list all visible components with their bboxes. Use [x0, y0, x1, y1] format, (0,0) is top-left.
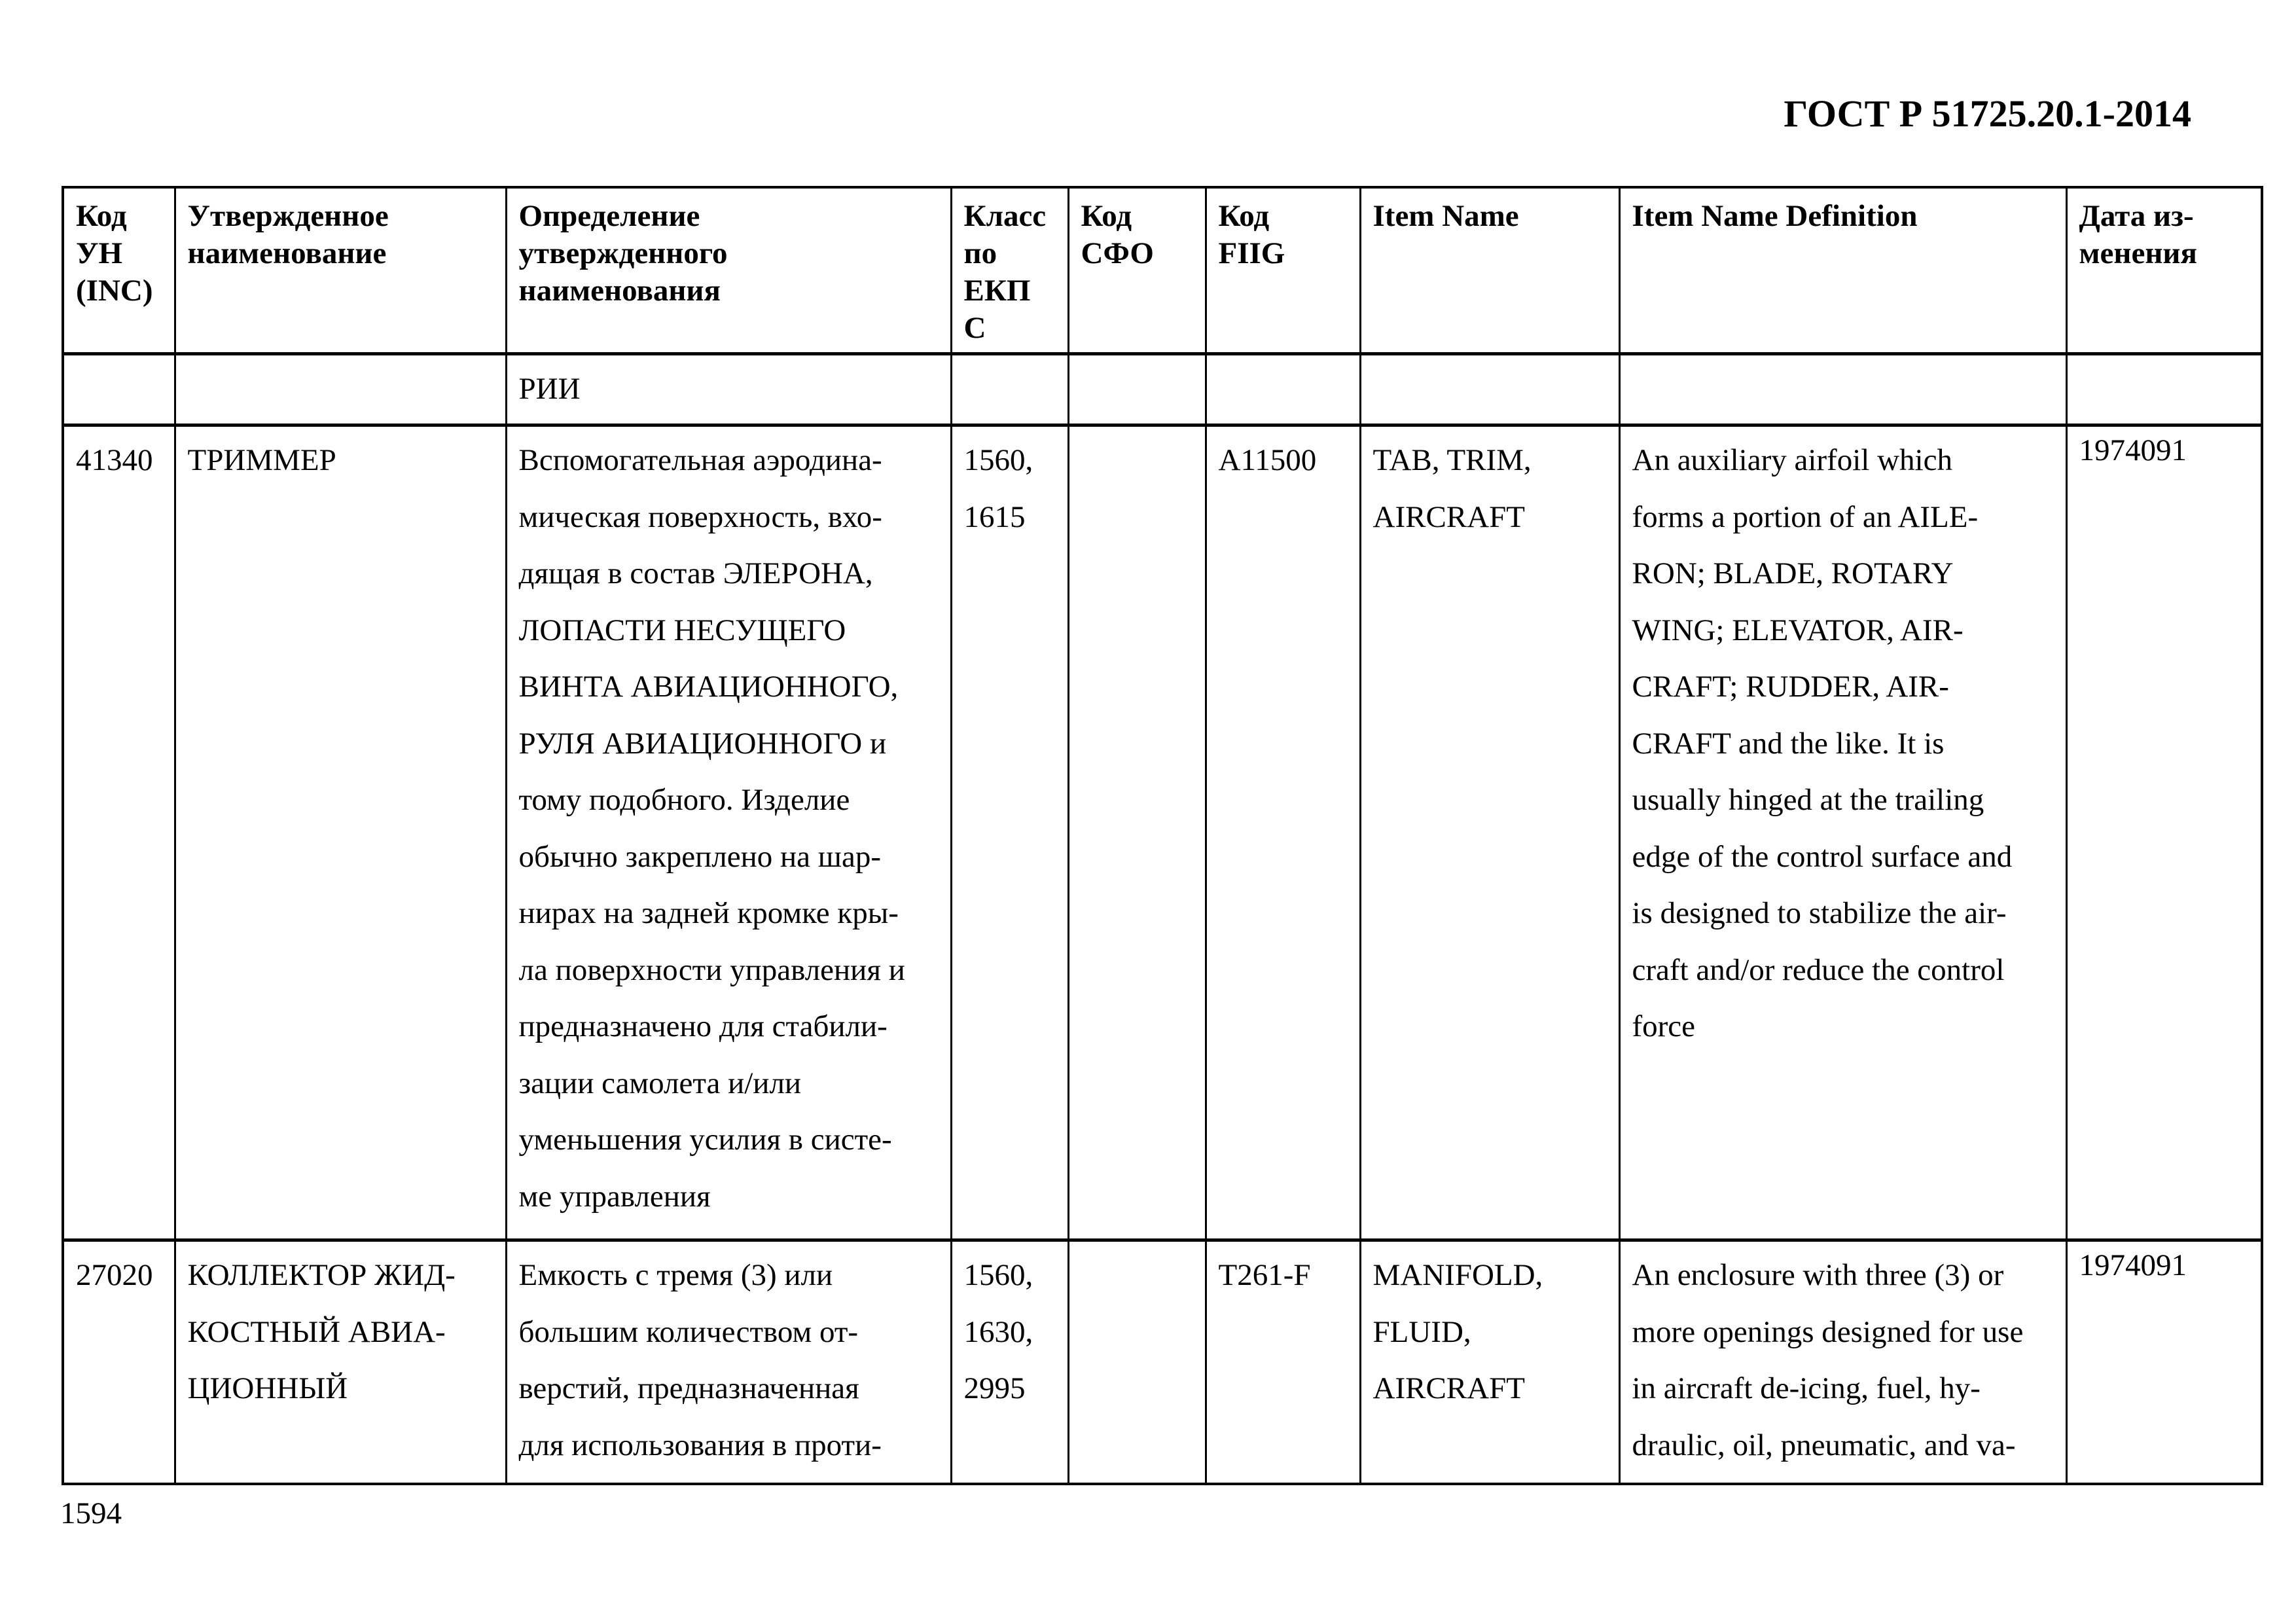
cell-item-name	[1360, 354, 1619, 425]
cell-definition: Емкость с тремя (3) или большим количеством от- верстий, предназначенная для использования в проти-	[506, 1240, 951, 1485]
page-number: 1594	[60, 1496, 122, 1530]
col-header-sfo: Код СФО	[1068, 187, 1206, 354]
table-header-row	[63, 187, 2262, 354]
cell-date: 1974091	[2066, 425, 2262, 1240]
cell-item-definition: An auxiliary airfoil which forms a portion of an AILE- RON; BLADE, ROTARY WING; ELEVATOR, AIR- CRAFT; RUDDER, AIR- CRAFT and the like. It is usually hinged at the trailing edge of the control surface and is designed to stabilize the air- craft and/or reduce the control force	[1619, 425, 2066, 1240]
cell-date: 1974091	[2066, 1240, 2262, 1485]
table-row	[63, 354, 2262, 425]
cell-item-name: MANIFOLD, FLUID, AIRCRAFT	[1360, 1240, 1619, 1485]
col-header-item-definition: Item Name Definition	[1619, 187, 2066, 354]
cell-sfo	[1068, 354, 1206, 425]
catalog-table	[62, 186, 2263, 1485]
cell-name	[175, 354, 506, 425]
cell-inc	[63, 354, 175, 425]
cell-fiig	[1206, 354, 1360, 425]
cell-definition: РИИ	[506, 354, 951, 425]
table-row	[63, 425, 2262, 1240]
cell-item-definition: An enclosure with three (3) or more openings designed for use in aircraft de-icing, fuel, hy- draulic, oil, pneumatic, and va-	[1619, 1240, 2066, 1485]
cell-definition: Вспомогательная аэродина- мическая поверхность, вхо- дящая в состав ЭЛЕРОНА, ЛОПАСТИ НЕСУЩЕГО ВИНТА АВИАЦИОННОГО, РУЛЯ АВИАЦИОННОГО и тому подобного. Изделие обычно закреплено на шар- нирах на задней кромке кры- ла поверхности управления и предназначено для стабили- зации самолета и/или уменьшения усилия в систе- ме управления	[506, 425, 951, 1240]
cell-class: 1560, 1615	[951, 425, 1068, 1240]
cell-fiig: A11500	[1206, 425, 1360, 1240]
table-row	[63, 1240, 2262, 1485]
cell-inc: 41340	[63, 425, 175, 1240]
col-header-definition: Определение утвержденного наименования	[506, 187, 951, 354]
cell-item-definition	[1619, 354, 2066, 425]
cell-sfo	[1068, 1240, 1206, 1485]
cell-name: КОЛЛЕКТОР ЖИД- КОСТНЫЙ АВИА- ЦИОННЫЙ	[175, 1240, 506, 1485]
cell-date	[2066, 354, 2262, 425]
cell-item-name: TAB, TRIM, AIRCRAFT	[1360, 425, 1619, 1240]
document-title: ГОСТ Р 51725.20.1-2014	[1784, 92, 2191, 135]
col-header-date: Дата из- менения	[2066, 187, 2262, 354]
cell-fiig: T261-F	[1206, 1240, 1360, 1485]
col-header-item-name: Item Name	[1360, 187, 1619, 354]
cell-name: ТРИММЕР	[175, 425, 506, 1240]
col-header-class: Класс по ЕКП С	[951, 187, 1068, 354]
col-header-inc: Код УН (INC)	[63, 187, 175, 354]
cell-inc: 27020	[63, 1240, 175, 1485]
cell-sfo	[1068, 425, 1206, 1240]
cell-class	[951, 354, 1068, 425]
col-header-approved-name: Утвержденное наименование	[175, 187, 506, 354]
col-header-fiig: Код FIIG	[1206, 187, 1360, 354]
cell-class: 1560, 1630, 2995	[951, 1240, 1068, 1485]
